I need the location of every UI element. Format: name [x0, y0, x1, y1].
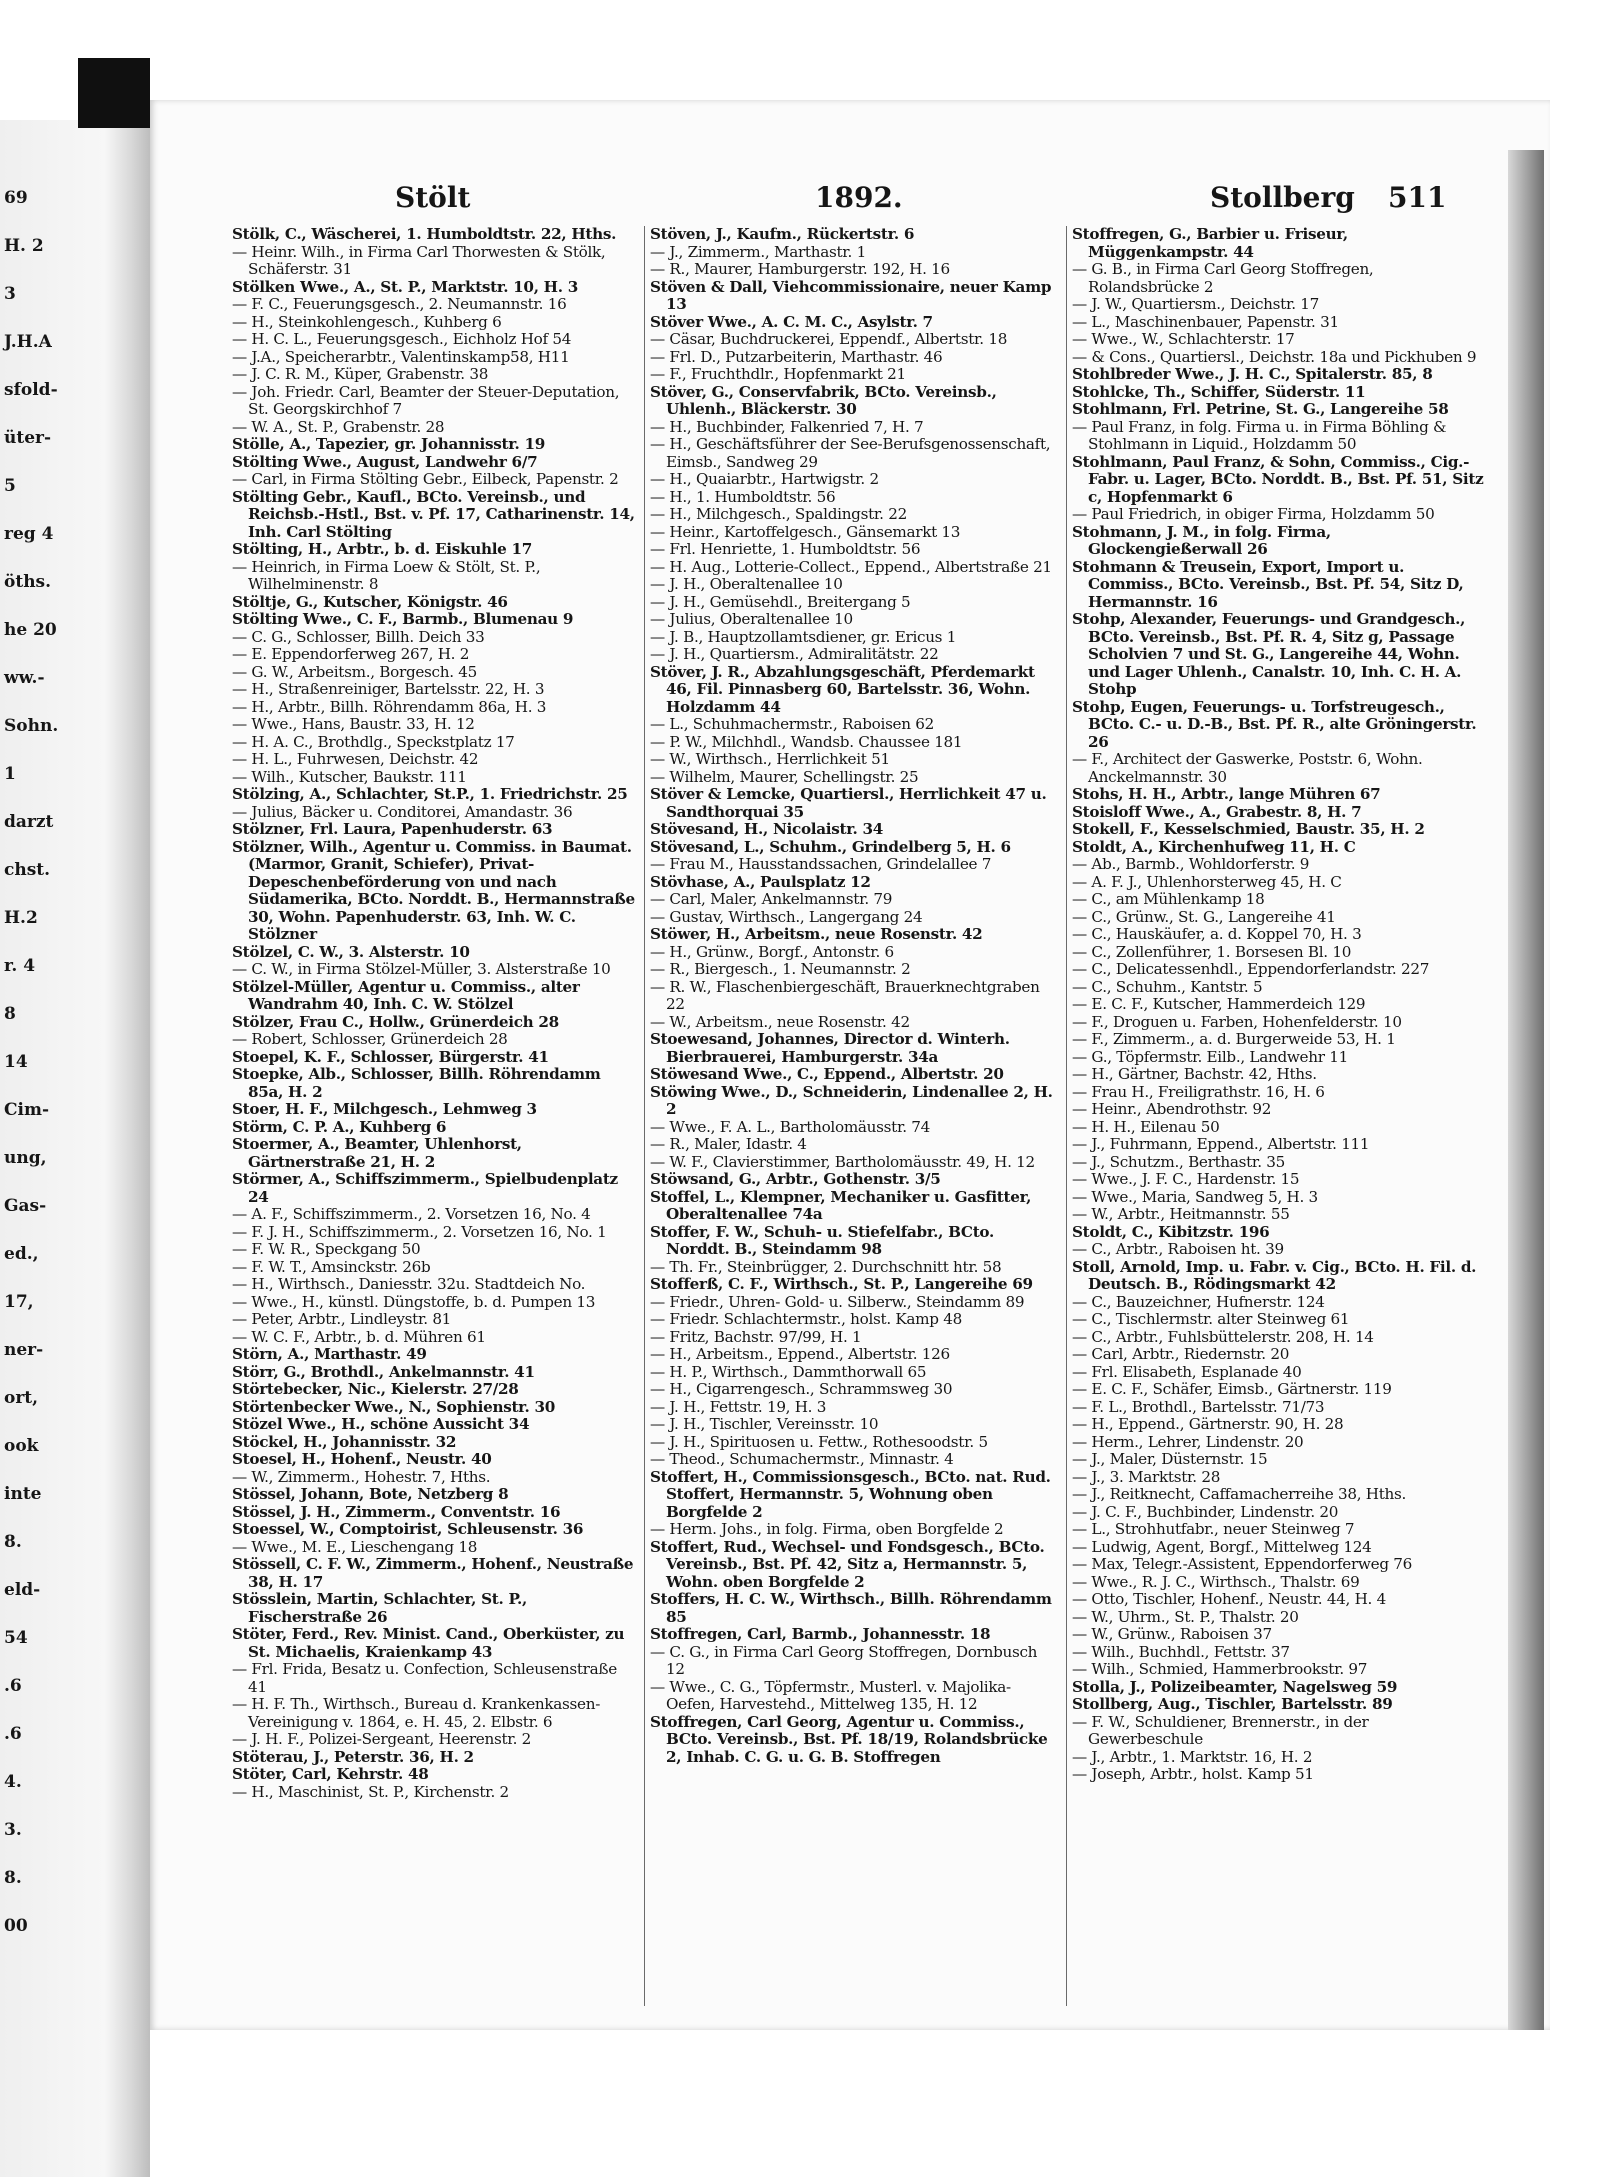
- previous-page-text: H.2: [4, 908, 38, 928]
- directory-entry: Stoffer, F. W., Schuh- u. Stiefelfabr., BCto. Norddt. B., Steindamm 98: [650, 1223, 994, 1258]
- directory-entry: — L., Schuhmachermstr., Raboisen 62: [650, 716, 934, 733]
- previous-page-text: 4.: [4, 1772, 22, 1792]
- directory-entry: Stölzner, Frl. Laura, Papenhuderstr. 63: [232, 821, 553, 838]
- directory-column-1: [232, 226, 637, 2006]
- directory-entry: Stölken Wwe., A., St. P., Marktstr. 10, H. 3: [232, 278, 578, 296]
- directory-entry: — H., Geschäftsführer der See-Berufsgenossenschaft, Eimsb., Sandweg 29: [650, 436, 1051, 471]
- directory-entry: — H., Maschinist, St. P., Kirchenstr. 2: [232, 1783, 509, 1801]
- directory-entry: Stohs, H. H., Arbtr., lange Mühren 67: [1072, 786, 1381, 803]
- directory-entry: — J. H., Spirituosen u. Fettw., Rothesoodstr. 5: [650, 1433, 988, 1451]
- directory-entry: Stohlcke, Th., Schiffer, Süderstr. 11: [1072, 383, 1366, 401]
- directory-entry: Stössel, J. H., Zimmerm., Conventstr. 16: [232, 1503, 561, 1521]
- directory-entry: — W., Uhrm., St. P., Thalstr. 20: [1072, 1608, 1299, 1626]
- directory-entry: Stölzel, C. W., 3. Alsterstr. 10: [232, 943, 470, 961]
- directory-entry: — H., Arbtr., Billh. Röhrendamm 86a, H. 3: [232, 698, 547, 716]
- directory-entry: — H. F. Th., Wirthsch., Bureau d. Krankenkassen-Vereinigung v. 1864, e. H. 45, 2. Elbstr. 6: [232, 1696, 601, 1731]
- directory-entry: — Wwe., C. G., Töpfermstr., Musterl. v. Majolika-Oefen, Harvestehd., Mittelweg 135, H. 12: [650, 1678, 1011, 1713]
- directory-entry: — J. C. F., Buchbinder, Lindenstr. 20: [1072, 1503, 1339, 1521]
- directory-entry: Stoffel, L., Klempner, Mechaniker u. Gasfitter, Oberaltenallee 74a: [650, 1188, 1032, 1223]
- directory-entry: — Wwe., F. A. L., Bartholomäusstr. 74: [650, 1118, 931, 1136]
- directory-entry: Stoffert, Rud., Wechsel- und Fondsgesch., BCto. Vereinsb., Bst. Pf. 42, Sitz a, Hermannstr. 5, Wohn. oben Borgfelde 2: [650, 1538, 1045, 1591]
- directory-entry: Stohmann, J. M., in folg. Firma, Glockengießerwall 26: [1072, 523, 1331, 558]
- directory-entry: — W., Arbtr., Heitmannstr. 55: [1072, 1206, 1290, 1223]
- directory-entry: Stohmann & Treusein, Export, Import u. Commiss., BCto. Vereinsb., Bst. Pf. 54, Sitz D, Hermannstr. 16: [1072, 558, 1464, 611]
- directory-entry: — J., Reitknecht, Caffamacherreihe 38, Hths.: [1072, 1486, 1407, 1503]
- directory-entry: — J., Zimmerm., Marthastr. 1: [650, 243, 866, 261]
- previous-page-text: chst.: [4, 860, 51, 880]
- directory-entry: — Carl, Maler, Ankelmannstr. 79: [650, 891, 893, 908]
- directory-entry: Störm, C. P. A., Kuhberg 6: [232, 1118, 447, 1136]
- directory-entry: — J., Arbtr., 1. Marktstr. 16, H. 2: [1072, 1748, 1313, 1766]
- directory-entry: — Wwe., M. E., Lieschengang 18: [232, 1538, 478, 1556]
- directory-entry: — J., 3. Marktstr. 28: [1072, 1468, 1221, 1486]
- directory-entry: Stölzner, Wilh., Agentur u. Commiss. in Baumat. (Marmor, Granit, Schiefer), Privat-Depeschenbeförderung von und nach Südamerika, BCto. Norddt. B., Hermannstraße 30, Wohn. Papenhuderstr. 63, Inh. W. C. Stölzner: [232, 838, 635, 943]
- directory-entry: Stöver, J. R., Abzahlungsgeschäft, Pferdemarkt 46, Fil. Pinnasberg 60, Bartelsstr. 36, Wohn. Holzdamm 44: [650, 663, 1035, 716]
- previous-page-text: he 20: [4, 620, 57, 640]
- directory-entry: Stöver & Lemcke, Quartiersl., Herrlichkeit 47 u. Sandthorquai 35: [650, 786, 1047, 821]
- directory-entry: — Frl. Frida, Besatz u. Confection, Schleusenstraße 41: [232, 1661, 617, 1696]
- previous-page-text: Sohn.: [4, 716, 59, 736]
- previous-page-text: J.H.A: [4, 332, 52, 352]
- directory-entry: Stoll, Arnold, Imp. u. Fabr. v. Cig., BCto. H. Fil. d. Deutsch. B., Rödingsmarkt 42: [1072, 1258, 1477, 1293]
- directory-entry: Stöwesand Wwe., C., Eppend., Albertstr. 20: [650, 1066, 1004, 1083]
- directory-entry: — Cäsar, Buchdruckerei, Eppendf., Albertstr. 18: [650, 331, 1008, 348]
- directory-entry: Stohlmann, Paul Franz, & Sohn, Commiss., Cig.-Fabr. u. Lager, BCto. Norddt. B., Bst. Pf. 51, Sitz c, Hopfenmarkt 6: [1072, 453, 1484, 506]
- previous-page-text: 14: [4, 1052, 28, 1072]
- directory-entry: Stölting Wwe., C. F., Barmb., Blumenau 9: [232, 611, 574, 628]
- directory-entry: — Peter, Arbtr., Lindleystr. 81: [232, 1311, 452, 1328]
- previous-page-text: 3: [4, 284, 16, 304]
- directory-entry: — Julius, Oberaltenallee 10: [650, 611, 853, 628]
- directory-entry: — C., Hauskäufer, a. d. Koppel 70, H. 3: [1072, 926, 1362, 943]
- directory-entry: — H. Aug., Lotterie-Collect., Eppend., Albertstraße 21: [650, 558, 1052, 576]
- directory-entry: Störn, A., Marthastr. 49: [232, 1346, 427, 1363]
- directory-entry: — F. W. T., Amsinckstr. 26b: [232, 1258, 431, 1276]
- directory-entry: — Frau H., Freiligrathstr. 16, H. 6: [1072, 1083, 1325, 1101]
- previous-page-text: ner-: [4, 1340, 44, 1360]
- directory-entry: — H., 1. Humboldtstr. 56: [650, 488, 836, 506]
- running-head-right: Stollberg: [1210, 181, 1355, 214]
- directory-entry: Stözel Wwe., H., schöne Aussicht 34: [232, 1416, 530, 1433]
- directory-entry: — Wwe., J. F. C., Hardenstr. 15: [1072, 1171, 1300, 1188]
- directory-entry: — J. H., Oberaltenallee 10: [650, 576, 843, 593]
- directory-entry: — Wwe., Hans, Baustr. 33, H. 12: [232, 716, 475, 733]
- directory-entry: Störtenbecker Wwe., N., Sophienstr. 30: [232, 1398, 555, 1416]
- directory-entry: — C., Bauzeichner, Hufnerstr. 124: [1072, 1293, 1325, 1311]
- directory-entry: — Friedr. Schlachtermstr., holst. Kamp 48: [650, 1311, 962, 1328]
- previous-page-text: r. 4: [4, 956, 36, 976]
- directory-entry: Stoffregen, G., Barbier u. Friseur, Müggenkampstr. 44: [1072, 226, 1348, 261]
- directory-entry: — G. W., Arbeitsm., Borgesch. 45: [232, 663, 478, 681]
- directory-entry: — Frau M., Hausstandssachen, Grindelallee 7: [650, 856, 992, 873]
- directory-entry: — W., Zimmerm., Hohestr. 7, Hths.: [232, 1468, 491, 1486]
- directory-entry: — G. B., in Firma Carl Georg Stoffregen, Rolandsbrücke 2: [1072, 261, 1374, 296]
- directory-entry: — Frl. Elisabeth, Esplanade 40: [1072, 1363, 1302, 1381]
- previous-page-text: darzt: [4, 812, 54, 832]
- directory-entry: Störr, G., Brothdl., Ankelmannstr. 41: [232, 1363, 535, 1381]
- directory-entry: — Wwe., R. J. C., Wirthsch., Thalstr. 69: [1072, 1573, 1360, 1591]
- directory-entry: Stöven, J., Kaufm., Rückertstr. 6: [650, 226, 915, 243]
- directory-entry: Stokell, F., Kesselschmied, Baustr. 35, H. 2: [1072, 821, 1425, 838]
- directory-entry: — C. W., in Firma Stölzel-Müller, 3. Alsterstraße 10: [232, 961, 611, 978]
- previous-page-text: reg 4: [4, 524, 54, 544]
- previous-page-text: 8.: [4, 1868, 22, 1888]
- directory-entry: — C., Zollenführer, 1. Borsesen Bl. 10: [1072, 943, 1352, 961]
- directory-entry: — Carl, in Firma Stölting Gebr., Eilbeck, Papenstr. 2: [232, 471, 619, 488]
- directory-entry: — Wwe., H., künstl. Düngstoffe, b. d. Pumpen 13: [232, 1293, 596, 1311]
- directory-entry: — J. H., Quartiersm., Admiralitätstr. 22: [650, 646, 939, 663]
- previous-page-text: 3.: [4, 1820, 22, 1840]
- directory-entry: — J. C. R. M., Küper, Grabenstr. 38: [232, 366, 489, 383]
- directory-entry: — Herm. Johs., in folg. Firma, oben Borgfelde 2: [650, 1521, 1004, 1538]
- running-head-left: Stölt: [395, 181, 471, 214]
- directory-entry: — G., Töpfermstr. Eilb., Landwehr 11: [1072, 1048, 1348, 1066]
- directory-entry: — F., Architect der Gaswerke, Poststr. 6, Wohn. Anckelmannstr. 30: [1072, 751, 1423, 786]
- directory-entry: Stoldt, C., Kibitzstr. 196: [1072, 1223, 1270, 1241]
- directory-entry: Stösslein, Martin, Schlachter, St. P., Fischerstraße 26: [232, 1591, 528, 1626]
- previous-page-text: .6: [4, 1724, 22, 1744]
- previous-page-text: eld-: [4, 1580, 41, 1600]
- directory-entry: — W., Arbeitsm., neue Rosenstr. 42: [650, 1013, 910, 1031]
- directory-entry: — R. W., Flaschenbiergeschäft, Brauerknechtgraben 22: [650, 978, 1040, 1013]
- directory-entry: — Joh. Friedr. Carl, Beamter der Steuer-Deputation, St. Georgskirchhof 7: [232, 383, 620, 418]
- directory-column-2: [650, 226, 1055, 2006]
- directory-entry: — E. Eppendorferweg 267, H. 2: [232, 646, 470, 663]
- directory-entry: — J. H., Gemüsehdl., Breitergang 5: [650, 593, 911, 611]
- directory-entry: — R., Maurer, Hamburgerstr. 192, H. 16: [650, 261, 950, 278]
- directory-entry: — C., Arbtr., Fuhlsbüttelerstr. 208, H. 14: [1072, 1328, 1374, 1346]
- previous-page-text: ook: [4, 1436, 39, 1456]
- directory-entry: Stölzer, Frau C., Hollw., Grünerdeich 28: [232, 1013, 559, 1031]
- directory-entry: — Robert, Schlosser, Grünerdeich 28: [232, 1031, 508, 1048]
- directory-entry: Störtebecker, Nic., Kielerstr. 27/28: [232, 1381, 519, 1398]
- directory-entry: Stöter, Carl, Kehrstr. 48: [232, 1766, 429, 1783]
- directory-entry: — Heinr. Wilh., in Firma Carl Thorwesten & Stölk, Schäferstr. 31: [232, 243, 606, 278]
- directory-entry: — J. H., Tischler, Vereinsstr. 10: [650, 1416, 879, 1433]
- previous-page-text: Cim-: [4, 1100, 50, 1120]
- directory-entry: — E. C. F., Kutscher, Hammerdeich 129: [1072, 996, 1366, 1013]
- page-header: [230, 178, 1460, 218]
- directory-entry: — C., Tischlermstr. alter Steinweg 61: [1072, 1311, 1350, 1328]
- directory-entry: — F. L., Brothdl., Bartelsstr. 71/73: [1072, 1398, 1325, 1416]
- directory-entry: Stoffers, H. C. W., Wirthsch., Billh. Röhrendamm 85: [650, 1591, 1052, 1626]
- directory-entry: — Ludwig, Agent, Borgf., Mittelweg 124: [1072, 1538, 1372, 1556]
- directory-entry: — L., Maschinenbauer, Papenstr. 31: [1072, 313, 1339, 331]
- previous-page-text: 8.: [4, 1532, 22, 1552]
- directory-entry: — J.A., Speicherarbtr., Valentinskamp58, H11: [232, 348, 570, 366]
- previous-page-text: 69: [4, 188, 28, 208]
- directory-entry: — J., Schutzm., Berthastr. 35: [1072, 1153, 1285, 1171]
- directory-entry: — W. A., St. P., Grabenstr. 28: [232, 418, 445, 436]
- previous-page-text: ung,: [4, 1148, 47, 1168]
- directory-entry: Stoepke, Alb., Schlosser, Billh. Röhrendamm 85a, H. 2: [232, 1066, 601, 1101]
- directory-entry: Stölting Wwe., August, Landwehr 6/7: [232, 453, 538, 471]
- directory-entry: — Theod., Schumachermstr., Minnastr. 4: [650, 1451, 954, 1468]
- directory-entry: — Frl. D., Putzarbeiterin, Marthastr. 46: [650, 348, 943, 366]
- directory-entry: Stöwer, H., Arbeitsm., neue Rosenstr. 42: [650, 926, 983, 943]
- directory-entry: — J., Maler, Düsternstr. 15: [1072, 1451, 1268, 1468]
- directory-entry: — L., Strohhutfabr., neuer Steinweg 7: [1072, 1521, 1355, 1538]
- directory-entry: Stövesand, H., Nicolaistr. 34: [650, 821, 884, 838]
- directory-entry: — Friedr., Uhren- Gold- u. Silberw., Steindamm 89: [650, 1293, 1025, 1311]
- directory-entry: — W., Wirthsch., Herrlichkeit 51: [650, 751, 890, 768]
- directory-entry: — W. F., Clavierstimmer, Bartholomäusstr. 49, H. 12: [650, 1153, 1035, 1171]
- directory-entry: — F., Zimmerm., a. d. Burgerweide 53, H. 1: [1072, 1031, 1396, 1048]
- directory-entry: Stohp, Alexander, Feuerungs- und Grandgesch., BCto. Vereinsb., Bst. Pf. R. 4, Sitz g, Passage Scholvien 7 und St. G., Langereihe 44, Wohn. und Lager Uhlenh., Canalstr. 10, Inh. C. H. A. Stohp: [1072, 611, 1466, 698]
- directory-entry: — H., Milchgesch., Spaldingstr. 22: [650, 506, 907, 523]
- directory-entry: — H., Steinkohlengesch., Kuhberg 6: [232, 313, 502, 331]
- directory-entry: — H., Straßenreiniger, Bartelsstr. 22, H. 3: [232, 681, 545, 698]
- directory-entry: — Heinr., Abendrothstr. 92: [1072, 1101, 1272, 1118]
- directory-entry: Stoewesand, Johannes, Director d. Winterh. Bierbrauerei, Hamburgerstr. 34a: [650, 1031, 1010, 1066]
- page-edge-shadow: [1508, 150, 1544, 2030]
- directory-entry: — Joseph, Arbtr., holst. Kamp 51: [1072, 1766, 1314, 1783]
- previous-page-text: Gas-: [4, 1196, 47, 1216]
- directory-entry: — F. C., Feuerungsgesch., 2. Neumannstr. 16: [232, 296, 567, 313]
- directory-entry: — Wilh., Schmied, Hammerbrookstr. 97: [1072, 1661, 1368, 1678]
- directory-entry: — Wwe., W., Schlachterstr. 17: [1072, 331, 1295, 348]
- directory-entry: — Otto, Tischler, Hohenf., Neustr. 44, H. 4: [1072, 1591, 1386, 1608]
- directory-entry: — H. H., Eilenau 50: [1072, 1118, 1220, 1136]
- directory-entry: — W., Grünw., Raboisen 37: [1072, 1626, 1272, 1643]
- directory-entry: Stölzing, A., Schlachter, St.P., 1. Friedrichstr. 25: [232, 786, 628, 803]
- directory-entry: Stölle, A., Tapezier, gr. Johannisstr. 19: [232, 436, 546, 453]
- directory-entry: — H., Cigarrengesch., Schrammsweg 30: [650, 1381, 953, 1398]
- directory-entry: — H., Arbeitsm., Eppend., Albertstr. 126: [650, 1346, 950, 1363]
- directory-entry: — Wilh., Kutscher, Baukstr. 111: [232, 768, 467, 786]
- directory-entry: Stöver, G., Conservfabrik, BCto. Vereinsb., Uhlenh., Bläckerstr. 30: [650, 383, 997, 418]
- directory-entry: — Heinr., Kartoffelgesch., Gänsemarkt 13: [650, 523, 961, 541]
- directory-entry: — H., Gärtner, Bachstr. 42, Hths.: [1072, 1066, 1317, 1083]
- directory-entry: — R., Maler, Idastr. 4: [650, 1136, 807, 1153]
- directory-entry: Stöven & Dall, Viehcommissionaire, neuer Kamp 13: [650, 278, 1052, 313]
- previous-page-text: 5: [4, 476, 16, 496]
- directory-entry: — H., Quaiarbtr., Hartwigstr. 2: [650, 471, 879, 488]
- directory-entry: — F., Fruchthdlr., Hopfenmarkt 21: [650, 366, 906, 383]
- directory-entry: — C., Delicatessenhdl., Eppendorferlandstr. 227: [1072, 961, 1430, 978]
- previous-page-text: H. 2: [4, 236, 44, 256]
- previous-page-text: ed.,: [4, 1244, 39, 1264]
- directory-entry: — J. W., Quartiersm., Deichstr. 17: [1072, 296, 1320, 313]
- directory-entry: Stoer, H. F., Milchgesch., Lehmweg 3: [232, 1101, 537, 1118]
- directory-entry: Stövesand, L., Schuhm., Grindelberg 5, H. 6: [650, 838, 1011, 856]
- directory-entry: — Carl, Arbtr., Riedernstr. 20: [1072, 1346, 1290, 1363]
- directory-entry: Stöltje, G., Kutscher, Königstr. 46: [232, 593, 508, 611]
- directory-entry: — C. G., Schlosser, Billh. Deich 33: [232, 628, 485, 646]
- directory-entry: — Paul Friedrich, in obiger Firma, Holzdamm 50: [1072, 506, 1435, 523]
- previous-page-text: ww.-: [4, 668, 45, 688]
- previous-page-text: 8: [4, 1004, 16, 1024]
- directory-entry: — H. A. C., Brothdlg., Speckstplatz 17: [232, 733, 515, 751]
- directory-entry: — Wilhelm, Maurer, Schellingstr. 25: [650, 768, 919, 786]
- previous-page-text: 1: [4, 764, 16, 784]
- directory-entry: — J. B., Hauptzollamtsdiener, gr. Ericus 1: [650, 628, 957, 646]
- directory-entry: Stöckel, H., Johannisstr. 32: [232, 1433, 457, 1451]
- directory-entry: — C., Schuhm., Kantstr. 5: [1072, 978, 1263, 996]
- previous-page-text: ort,: [4, 1388, 39, 1408]
- previous-page-text: üter-: [4, 428, 52, 448]
- directory-entry: Stofferß, C. F., Wirthsch., St. P., Langereihe 69: [650, 1276, 1033, 1293]
- directory-entry: — F., Droguen u. Farben, Hohenfelderstr. 10: [1072, 1013, 1402, 1031]
- directory-entry: — C., Arbtr., Raboisen ht. 39: [1072, 1241, 1284, 1258]
- directory-entry: Stöter, Ferd., Rev. Minist. Cand., Oberküster, zu St. Michaelis, Kraienkamp 43: [232, 1626, 625, 1661]
- directory-entry: — A. F., Schiffszimmerm., 2. Vorsetzen 16, No. 4: [232, 1206, 591, 1223]
- directory-entry: — H. C. L., Feuerungsgesch., Eichholz Hof 54: [232, 331, 572, 348]
- previous-page-text: 54: [4, 1628, 28, 1648]
- previous-page-text: sfold-: [4, 380, 58, 400]
- directory-entry: — J. H., Fettstr. 19, H. 3: [650, 1398, 827, 1416]
- directory-entry: Stoffregen, Carl, Barmb., Johannesstr. 18: [650, 1626, 991, 1643]
- directory-entry: — Wwe., Maria, Sandweg 5, H. 3: [1072, 1188, 1318, 1206]
- directory-entry: — Gustav, Wirthsch., Langergang 24: [650, 908, 923, 926]
- directory-entry: — C., am Mühlenkamp 18: [1072, 891, 1265, 908]
- directory-entry: — Paul Franz, in folg. Firma u. in Firma Böhling & Stohlmann in Liquid., Holzdamm 50: [1072, 418, 1447, 453]
- directory-entry: — F. J. H., Schiffszimmerm., 2. Vorsetzen 16, No. 1: [232, 1223, 607, 1241]
- directory-entry: Stoepel, K. F., Schlosser, Bürgerstr. 41: [232, 1048, 549, 1066]
- directory-entry: Stöwsand, G., Arbtr., Gothenstr. 3/5: [650, 1171, 941, 1188]
- directory-entry: — J. H. F., Polizei-Sergeant, Heerenstr. 2: [232, 1731, 531, 1748]
- directory-entry: Stölting, H., Arbtr., b. d. Eiskuhle 17: [232, 541, 533, 558]
- directory-entry: Stölzel-Müller, Agentur u. Commiss., alter Wandrahm 40, Inh. C. W. Stölzel: [232, 978, 580, 1013]
- directory-entry: — H., Buchbinder, Falkenried 7, H. 7: [650, 418, 924, 436]
- directory-entry: — H. P., Wirthsch., Dammthorwall 65: [650, 1363, 927, 1381]
- directory-entry: Stössel, Johann, Bote, Netzberg 8: [232, 1486, 509, 1503]
- directory-entry: Stoesel, H., Hohenf., Neustr. 40: [232, 1451, 492, 1468]
- directory-entry: — H., Wirthsch., Daniesstr. 32u. Stadtdeich No.: [232, 1276, 586, 1293]
- directory-entry: — Julius, Bäcker u. Conditorei, Amandastr. 36: [232, 803, 573, 821]
- directory-entry: Stollberg, Aug., Tischler, Bartelsstr. 89: [1072, 1696, 1393, 1713]
- directory-entry: Stoffert, H., Commissionsgesch., BCto. nat. Rud. Stoffert, Hermannstr. 5, Wohnung oben Borgfelde 2: [650, 1468, 1051, 1521]
- directory-entry: — Max, Telegr.-Assistent, Eppendorferweg 76: [1072, 1556, 1412, 1573]
- previous-page-text: öths.: [4, 572, 52, 592]
- directory-entry: — E. C. F., Schäfer, Eimsb., Gärtnerstr. 119: [1072, 1381, 1392, 1398]
- directory-entry: — C. G., in Firma Carl Georg Stoffregen, Dornbusch 12: [650, 1643, 1038, 1678]
- directory-entry: — F. W. R., Speckgang 50: [232, 1241, 421, 1258]
- directory-entry: Stölk, C., Wäscherei, 1. Humboldtstr. 22, Hths.: [232, 226, 617, 243]
- directory-entry: — Herm., Lehrer, Lindenstr. 20: [1072, 1433, 1304, 1451]
- directory-column-3: [1072, 226, 1484, 2006]
- directory-entry: Stolla, J., Polizeibeamter, Nagelsweg 59: [1072, 1678, 1398, 1696]
- directory-entry: — Wilh., Buchhdl., Fettstr. 37: [1072, 1643, 1290, 1661]
- directory-entry: — Th. Fr., Steinbrügger, 2. Durchschnitt htr. 58: [650, 1258, 1002, 1276]
- directory-entry: Stössell, C. F. W., Zimmerm., Hohenf., Neustraße 38, H. 17: [232, 1556, 634, 1591]
- directory-entry: — Fritz, Bachstr. 97/99, H. 1: [650, 1328, 862, 1346]
- directory-entry: — Ab., Barmb., Wohldorferstr. 9: [1072, 856, 1310, 873]
- directory-entry: Stövhase, A., Paulsplatz 12: [650, 873, 871, 891]
- column-rule: [1066, 226, 1067, 2006]
- directory-entry: Stohlmann, Frl. Petrine, St. G., Langereihe 58: [1072, 401, 1449, 418]
- directory-entry: Stohp, Eugen, Feuerungs- u. Torfstreugesch., BCto. C.- u. D.-B., Bst. Pf. R., alte Gröningerstr. 26: [1072, 698, 1477, 751]
- directory-entry: Stöver Wwe., A. C. M. C., Asylstr. 7: [650, 313, 933, 331]
- directory-entry: Störmer, A., Schiffszimmerm., Spielbudenplatz 24: [232, 1171, 618, 1206]
- page-number: 511: [1388, 181, 1447, 214]
- directory-entry: Stoffregen, Carl Georg, Agentur u. Commiss., BCto. Vereinsb., Bst. Pf. 18/19, Rolandsbrücke 2, Inhab. C. G. u. G. B. Stoffregen: [650, 1713, 1048, 1766]
- directory-entry: — Frl. Henriette, 1. Humboldtstr. 56: [650, 541, 921, 558]
- previous-page-text: 17,: [4, 1292, 34, 1312]
- directory-entry: — Heinrich, in Firma Loew & Stölt, St. P., Wilhelminenstr. 8: [232, 558, 541, 593]
- directory-entry: — R., Biergesch., 1. Neumannstr. 2: [650, 961, 911, 978]
- directory-entry: — F. W., Schuldiener, Brennerstr., in der Gewerbeschule: [1072, 1713, 1369, 1748]
- running-head-year: 1892.: [815, 181, 903, 214]
- directory-entry: Stoldt, A., Kirchenhufweg 11, H. C: [1072, 838, 1356, 856]
- directory-entry: — W. C. F., Arbtr., b. d. Mühren 61: [232, 1328, 486, 1346]
- directory-entry: — P. W., Milchhdl., Wandsb. Chaussee 181: [650, 733, 963, 751]
- previous-page-text: 00: [4, 1916, 28, 1936]
- directory-entry: — H., Grünw., Borgf., Antonstr. 6: [650, 943, 894, 961]
- directory-entry: — H. L., Fuhrwesen, Deichstr. 42: [232, 751, 479, 768]
- column-rule: [644, 226, 645, 2006]
- directory-entry: — H., Eppend., Gärtnerstr. 90, H. 28: [1072, 1416, 1344, 1433]
- directory-entry: Stoisloff Wwe., A., Grabestr. 8, H. 7: [1072, 803, 1362, 821]
- directory-entry: Stöterau, J., Peterstr. 36, H. 2: [232, 1748, 474, 1766]
- directory-entry: — A. F. J., Uhlenhorsterweg 45, H. C: [1072, 873, 1342, 891]
- directory-entry: Stoessel, W., Comptoirist, Schleusenstr. 36: [232, 1521, 584, 1538]
- previous-page-text: inte: [4, 1484, 42, 1504]
- directory-entry: Stöwing Wwe., D., Schneiderin, Lindenallee 2, H. 2: [650, 1083, 1053, 1118]
- directory-entry: Stoermer, A., Beamter, Uhlenhorst, Gärtnerstraße 21, H. 2: [232, 1136, 522, 1171]
- directory-entry: — C., Grünw., St. G., Langereihe 41: [1072, 908, 1336, 926]
- previous-page-text: .6: [4, 1676, 22, 1696]
- directory-entry: — J., Fuhrmann, Eppend., Albertstr. 111: [1072, 1136, 1370, 1153]
- directory-entry: Stohlbreder Wwe., J. H. C., Spitalerstr. 85, 8: [1072, 366, 1433, 383]
- directory-entry: — & Cons., Quartiersl., Deichstr. 18a und Pickhuben 9: [1072, 348, 1477, 366]
- directory-entry: Stölting Gebr., Kaufl., BCto. Vereinsb., und Reichsb.-Hstl., Bst. v. Pf. 17, Catharinenstr. 14, Inh. Carl Stölting: [232, 488, 635, 541]
- binding-edge: [78, 58, 150, 128]
